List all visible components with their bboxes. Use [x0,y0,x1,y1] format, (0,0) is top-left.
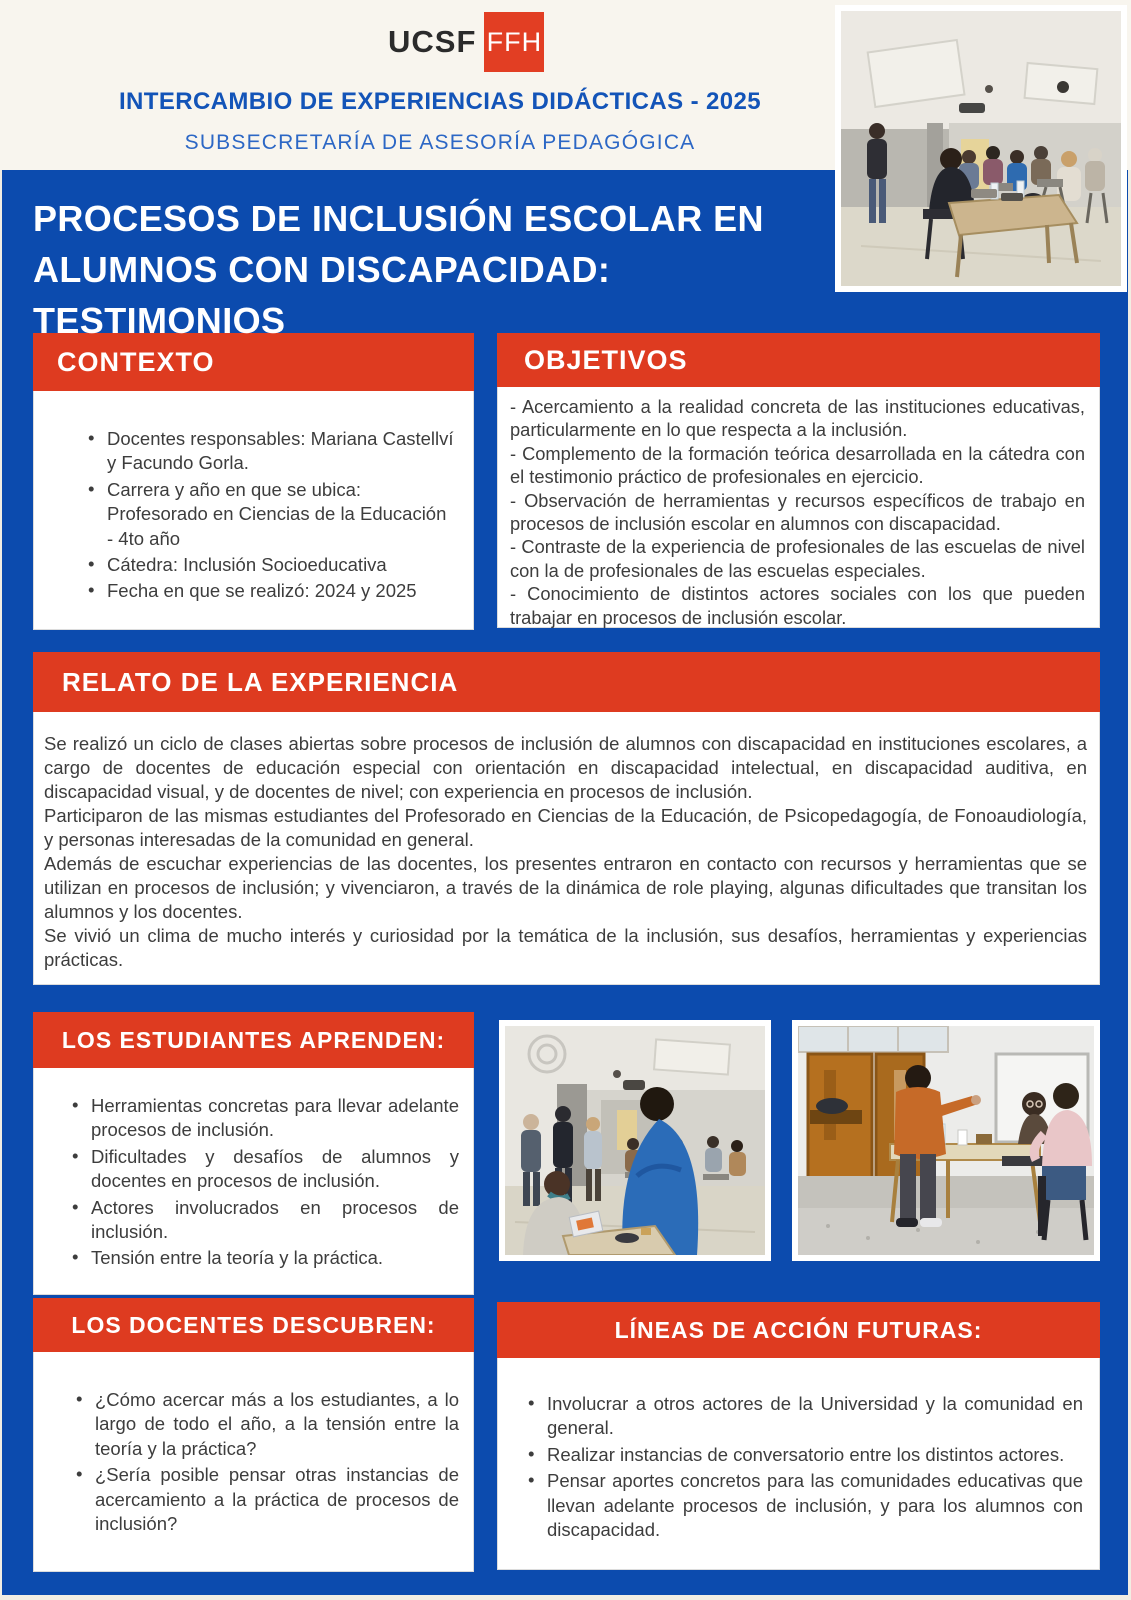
section-estudiantes [33,1012,474,1295]
roleplay-photo-right-art [798,1026,1094,1255]
ucsf-ffh-logo [388,12,544,72]
list-item: • Docentes responsables: Mariana Castellví y Facundo Gorla. [88,427,457,476]
objetivos-body [497,387,1100,628]
poster-left-edge [0,170,2,1600]
section-lineas [497,1302,1100,1570]
classroom-photo-left-art [505,1026,765,1255]
objetivo-item: - Complemento de la formación teórica desarrollada en la cátedra con el testimonio práctico de profesionales en ejercicio. [510,442,1085,488]
relato-paragraph: Se realizó un ciclo de clases abiertas sobre procesos de inclusión de alumnos con discapacidad en instituciones escolares, a cargo de docentes de educación especial con orientación en discapacidad intelectual, en discapacidad auditiva, en discapacidad visual, y de docentes de nivel; con experiencia en procesos de inclusión. [44,733,1087,803]
roleplay-photo-right [792,1020,1100,1261]
list-item: • Fecha en que se realizó: 2024 y 2025 [88,579,457,603]
lineas-list [528,1392,1083,1542]
list-item: • Carrera y año en que se ubica: Profesorado en Ciencias de la Educación - 4to año [88,478,457,551]
list-item: • Tensión entre la teoría y la práctica. [72,1246,459,1270]
event-title: INTERCAMBIO DE EXPERIENCIAS DIDÁCTICAS - 2025 [118,88,762,115]
contexto-heading: CONTEXTO [33,333,474,391]
list-item: • Dificultades y desafíos de alumnos y docentes en procesos de inclusión. [72,1145,459,1194]
poster-title [33,193,823,346]
docentes-list [76,1388,459,1536]
relato-paragraph: Participaron de las mismas estudiantes del Profesorado en Ciencias de la Educación, de Psicopedagogía, de Fonoaudiología, y personas interesadas de la comunidad en general. [44,805,1087,851]
objetivo-item: - Contraste de la experiencia de profesionales de las escuelas de nivel con la de profesionales de las escuelas especiales. [510,536,1085,581]
relato-paragraph: Además de escuchar experiencias de las docentes, los presentes entraron en contacto con recursos y herramientas que se utilizan en procesos de inclusión; y vivenciaron, a través de la dinámica de role playing, algunas dificultades que transitan los alumnos y los docentes. [44,853,1087,923]
contexto-body [33,391,474,630]
list-item: • Herramientas concretas para llevar adelante procesos de inclusión. [72,1094,459,1143]
list-item: • ¿Cómo acercar más a los estudiantes, a lo largo de todo el año, a la tensión entre la teoría y la práctica? [76,1388,459,1461]
section-docentes [33,1298,474,1572]
estudiantes-list [72,1094,459,1271]
section-contexto [33,333,474,630]
lineas-body [497,1358,1100,1570]
estudiantes-heading: LOS ESTUDIANTES APRENDEN: [33,1012,474,1068]
list-item: • Pensar aportes concretos para las comunidades educativas que llevan adelante procesos de inclusión, y para los alumnos con discapacidad. [528,1469,1083,1542]
list-item: • Cátedra: Inclusión Socioeducativa [88,553,457,577]
section-relato [33,652,1100,985]
classroom-photo-top-art [841,11,1121,286]
list-item: • ¿Sería posible pensar otras instancias de acercamiento a la práctica de procesos de inclusión? [76,1463,459,1536]
ucsf-logo-text: UCSF [388,24,477,59]
objetivo-item: - Observación de herramientas y recursos específicos de trabajo en procesos de inclusión escolar en alumnos con discapacidad. [510,489,1085,535]
poster-bottom-edge [0,1595,1131,1600]
estudiantes-body [33,1068,474,1295]
poster-title-line2: ALUMNOS CON DISCAPACIDAD: TESTIMONIOS [33,249,611,342]
classroom-photo-left [499,1020,771,1261]
poster-title-line1: PROCESOS DE INCLUSIÓN ESCOLAR EN [33,198,764,239]
contexto-list [88,427,457,604]
objetivos-heading: OBJETIVOS [497,333,1100,387]
classroom-photo-top [835,5,1127,292]
list-item: • Actores involucrados en procesos de inclusión. [72,1196,459,1245]
list-item: • Realizar instancias de conversatorio entre los distintos actores. [528,1443,1083,1467]
relato-paragraph: Se vivió un clima de mucho interés y curiosidad por la temática de la inclusión, sus desafíos, herramientas y experiencias prácticas. [44,925,1087,971]
docentes-body [33,1352,474,1572]
list-item: • Involucrar a otros actores de la Universidad y la comunidad en general. [528,1392,1083,1441]
lineas-heading: LÍNEAS DE ACCIÓN FUTURAS: [497,1302,1100,1358]
section-objetivos [497,333,1100,628]
ffh-logo-badge: FFH [484,12,544,72]
docentes-heading: LOS DOCENTES DESCUBREN: [33,1298,474,1352]
subsecretaria-subtitle: SUBSECRETARÍA DE ASESORÍA PEDAGÓGICA [184,131,696,154]
objetivo-item: - Acercamiento a la realidad concreta de las instituciones educativas, particularmente en lo que respecta a la inclusión. [510,396,1085,441]
objetivo-item: - Conocimiento de distintos actores sociales con los que pueden trabajar en procesos de inclusión escolar. [510,583,1085,628]
relato-heading: RELATO DE LA EXPERIENCIA [33,652,1100,712]
relato-body [33,712,1100,985]
